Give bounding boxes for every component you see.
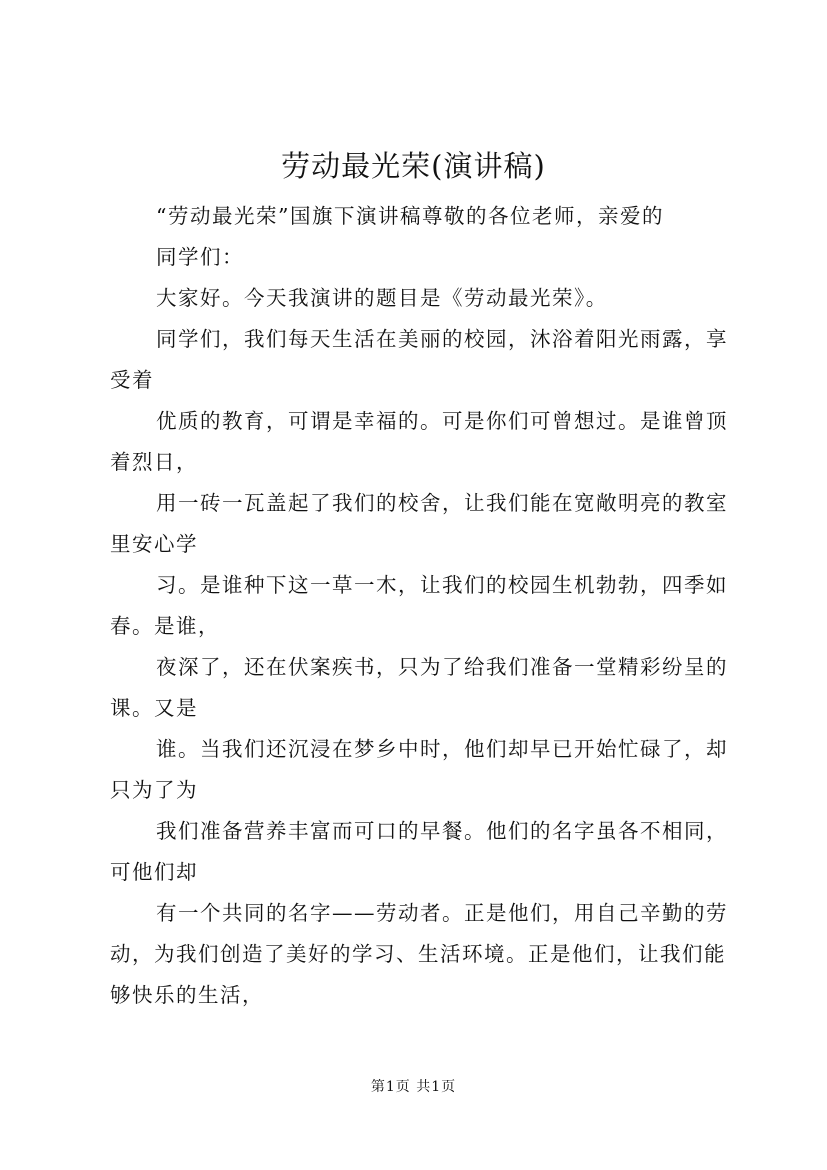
paragraph-7: 习。是谁种下这一草一木，让我们的校园生机勃勃，四季如春。是谁， <box>110 573 728 638</box>
paragraph-4: 同学们，我们每天生活在美丽的校园，沐浴着阳光雨露，享受着 <box>110 327 728 392</box>
paragraph-2: 同学们： <box>156 245 244 269</box>
paragraph-10: 我们准备营养丰富而可口的早餐。他们的名字虽各不相同，可他们却 <box>110 819 728 884</box>
paragraph-8: 夜深了，还在伏案疾书，只为了给我们准备一堂精彩纷呈的课。又是 <box>110 655 728 720</box>
paragraph-1: “劳动最光荣”国旗下演讲稿尊敬的各位老师，亲爱的 <box>156 204 664 228</box>
paragraph-3: 大家好。今天我演讲的题目是《劳动最光荣》。 <box>156 286 608 310</box>
document-title: 劳动最光荣(演讲稿) <box>281 149 546 183</box>
page-footer: 第1页 共1页 <box>370 1079 457 1095</box>
paragraph-9: 谁。当我们还沉浸在梦乡中时，他们却早已开始忙碌了，却只为了为 <box>110 737 728 802</box>
paragraph-5: 优质的教育，可谓是幸福的。可是你们可曾想过。是谁曾顶着烈日， <box>110 409 728 474</box>
paragraph-6: 用一砖一瓦盖起了我们的校舍，让我们能在宽敞明亮的教室里安心学 <box>110 491 728 556</box>
document-body <box>110 196 730 1016</box>
paragraph-11: 有一个共同的名字——劳动者。正是他们，用自己辛勤的劳动，为我们创造了美好的学习、生活环境。正是他们，让我们能够快乐的生活， <box>110 901 728 1007</box>
